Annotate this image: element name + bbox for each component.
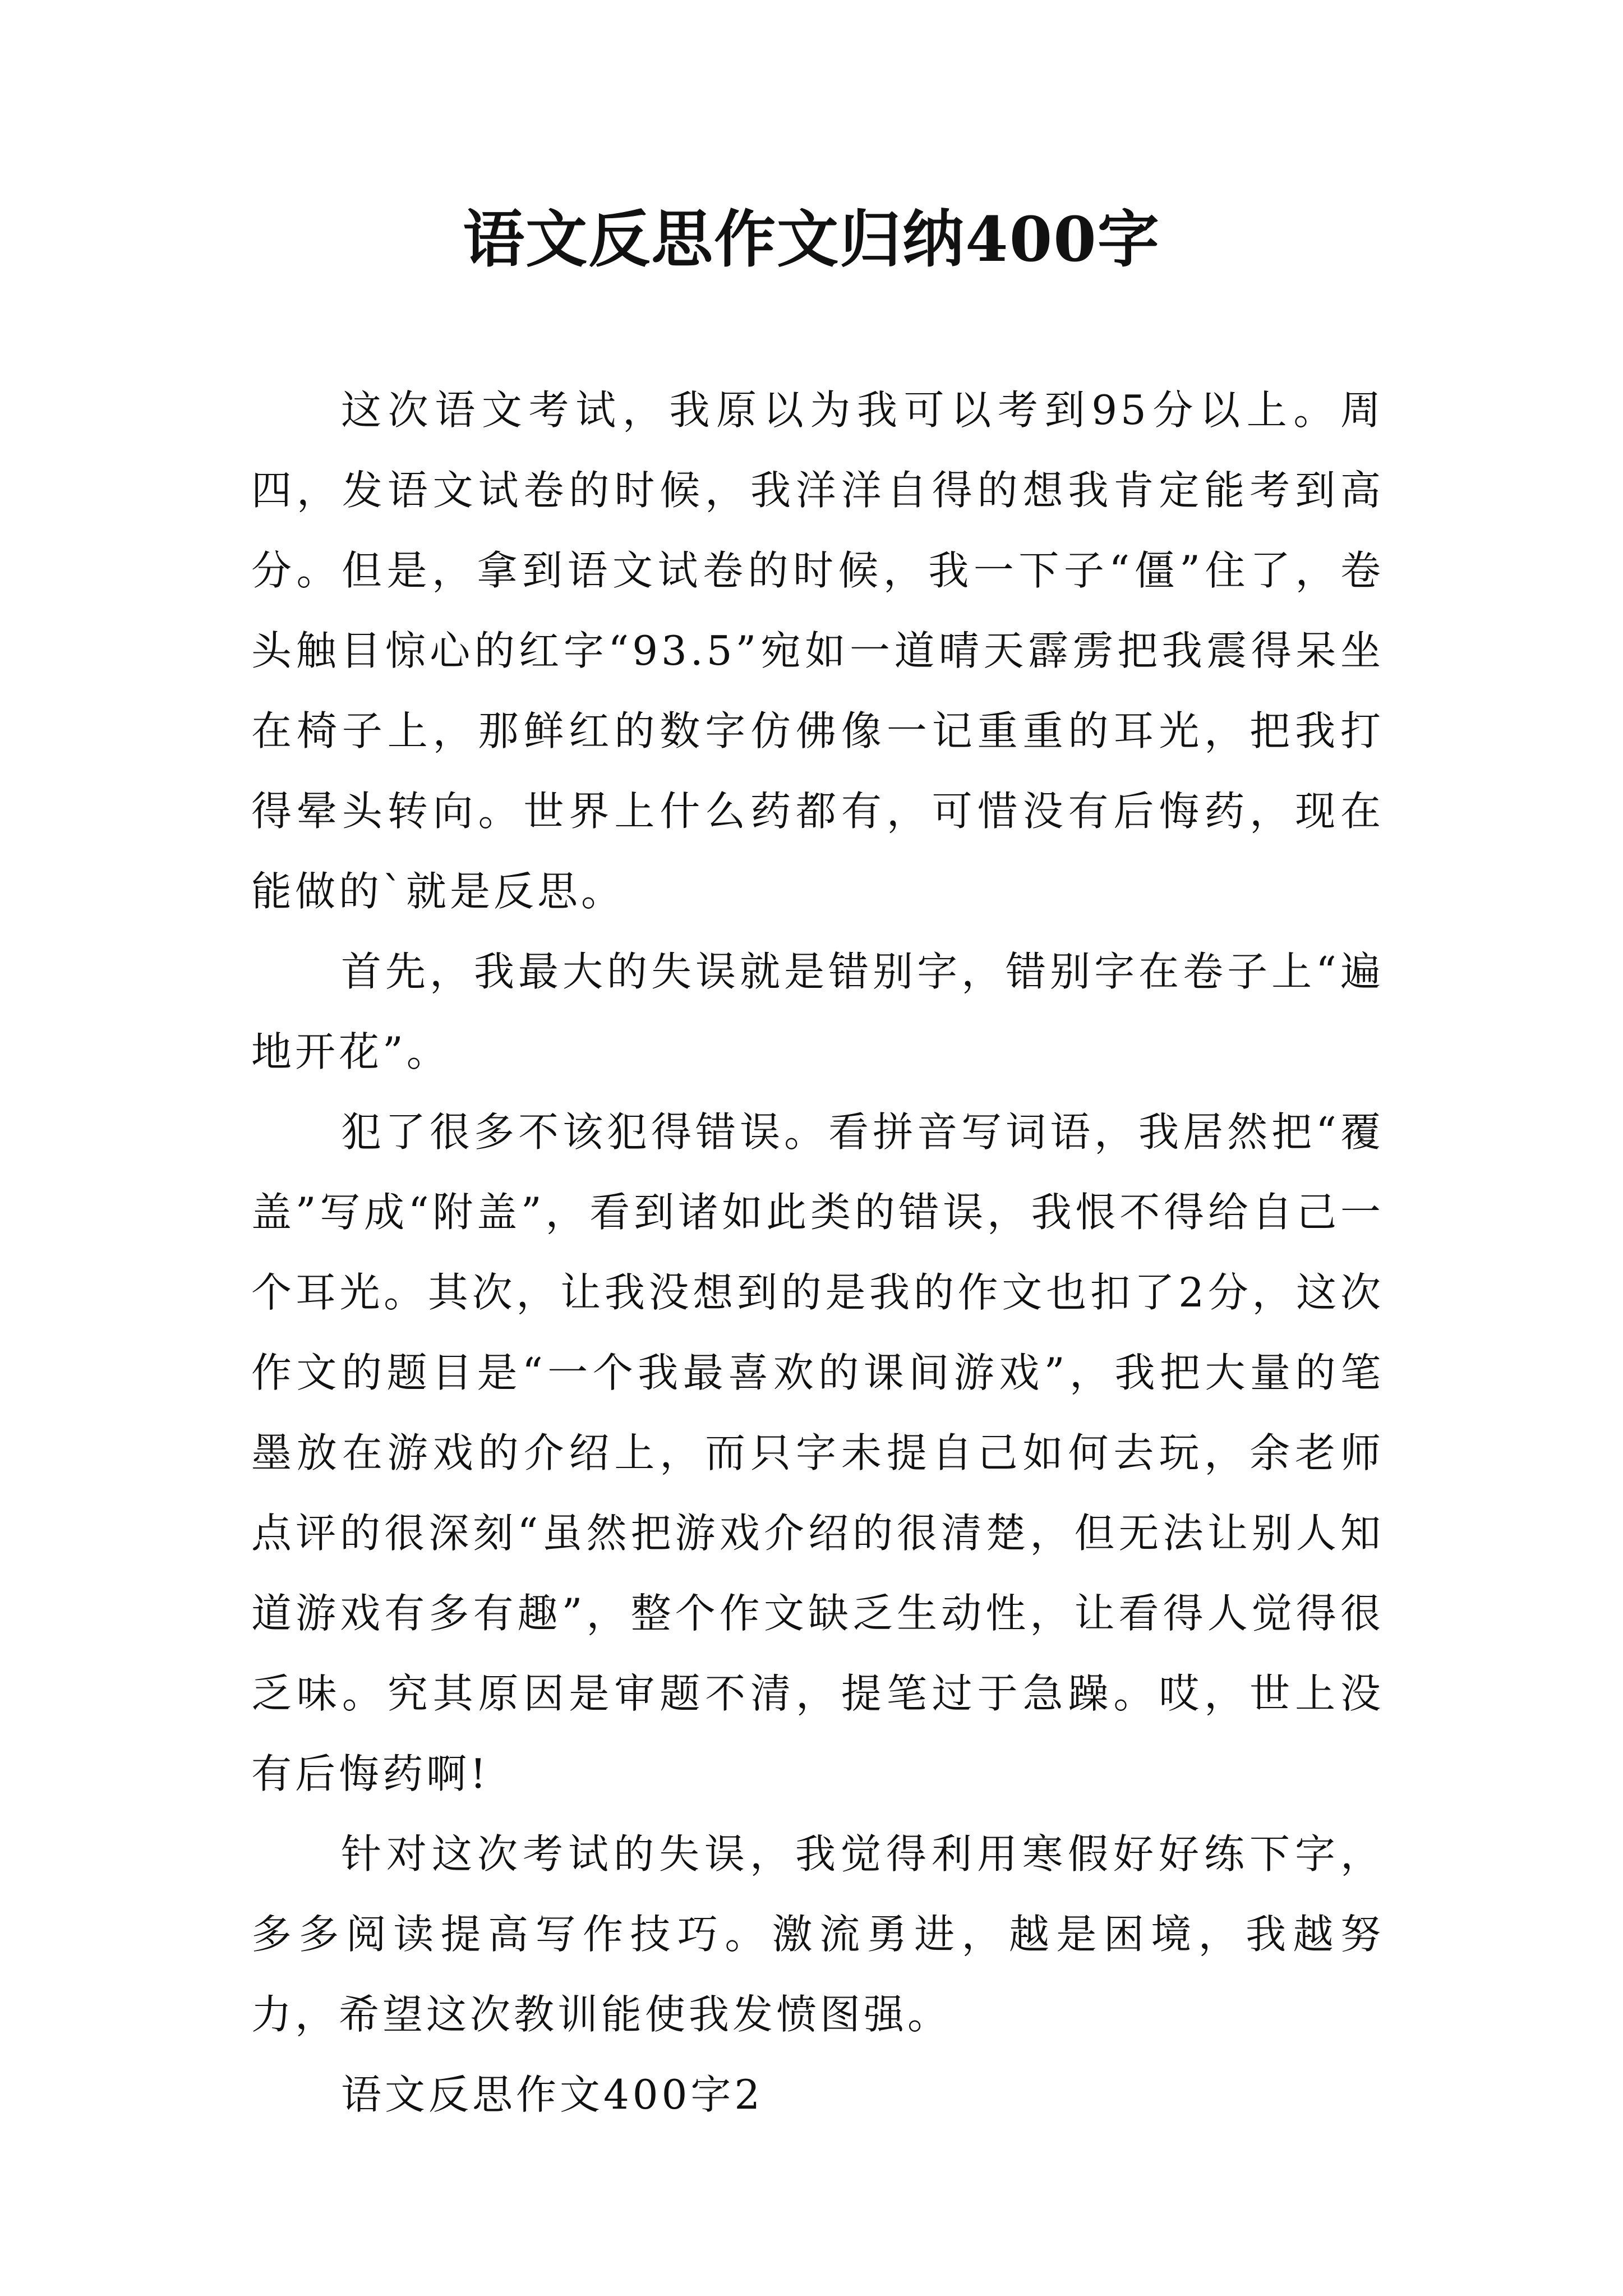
document-body [251,370,1384,2135]
paragraph-exam-story: 这次语文考试，我原以为我可以考到95分以上。周四，发语文试卷的时候，我洋洋自得的想我肯定能考到高分。但是，拿到语文试卷的时候，我一下子“僵”住了，卷头触目惊心的红字“93.5”宛如一道晴天霹雳把我震得呆坐在椅子上，那鲜红的数字仿佛像一记重重的耳光，把我打得晕头转向。世界上什么药都有，可惜没有后悔药，现在能做的`就是反思。 [251,386,1384,915]
paragraph-mistakes: 犯了很多不该犯得错误。看拼音写词语，我居然把“覆盖”写成“附盖”，看到诸如此类的错误，我恨不得给自己一个耳光。其次，让我没想到的是我的作文也扣了2分，这次作文的题目是“一个我最喜欢的课间游戏”，我把大量的笔墨放在游戏的介绍上，而只字未提自己如何去玩，余老师点评的很深刻“虽然把游戏介绍的很清楚，但无法让别人知道游戏有多有趣”，整个作文缺乏生动性，让看得人觉得很乏味。究其原因是审题不清，提笔过于急躁。哎，世上没有后悔药啊! [251,1108,1384,1797]
paragraph-typos: 首先，我最大的失误就是错别字，错别字在卷子上“遍地开花”。 [251,948,1384,1075]
paragraph-next-heading: 语文反思作文400字2 [341,2071,764,2118]
document-title: 语文反思作文归纳400字 [463,203,1160,275]
paragraph-plan: 针对这次考试的失误，我觉得利用寒假好好练下字，多多阅读提高写作技巧。激流勇进，越是困境，我越努力，希望这次教训能使我发愤图强。 [251,1830,1384,2038]
